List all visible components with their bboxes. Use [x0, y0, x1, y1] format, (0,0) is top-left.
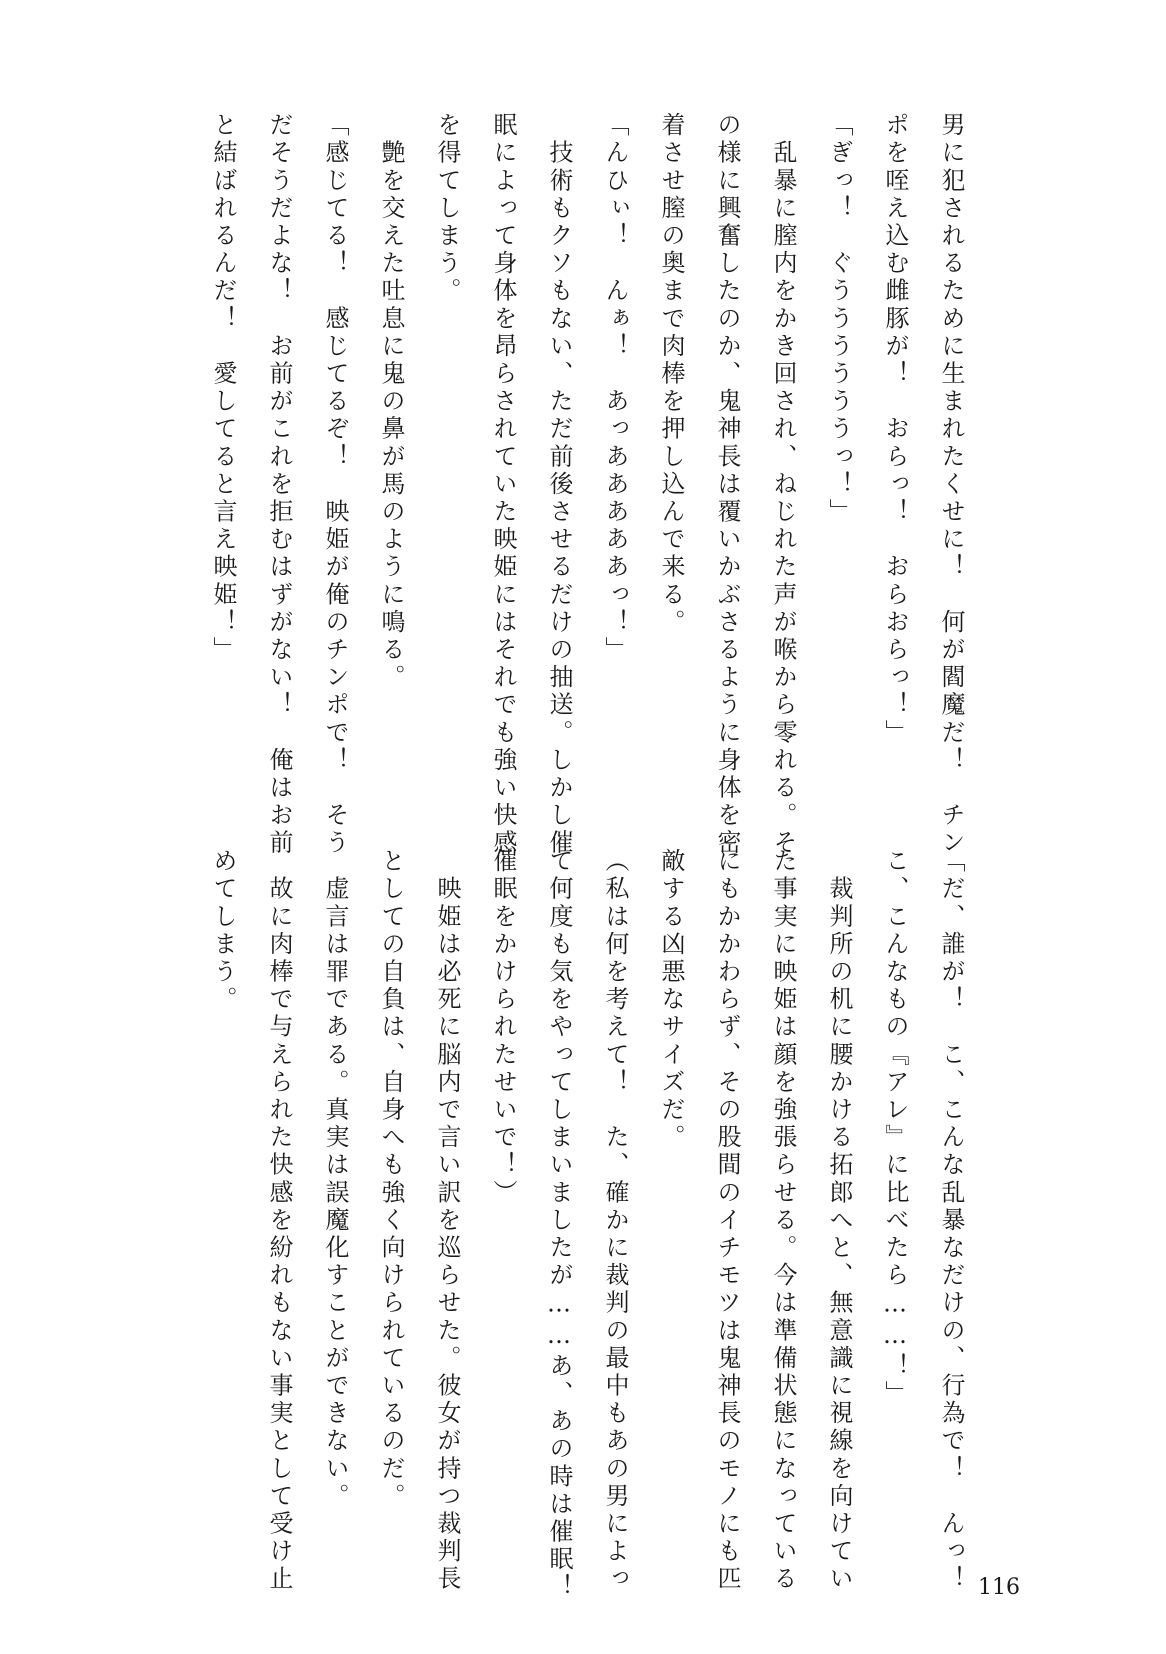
- text-column: 催眠をかけられたせいで！）: [489, 848, 517, 1207]
- text-column: こ、こんなもの『アレ』に比べたら……！」: [881, 848, 909, 1408]
- text-column: 艶を交えた吐息に鬼の鼻が馬のように鳴る。: [377, 112, 405, 692]
- text-column: て何度も気をやってしまいましたが……あ、あの時は催眠！: [545, 848, 573, 1602]
- text-column: 「感じてる！ 感じてるぞ！ 映姫が俺のチンポで！ そう: [321, 112, 349, 858]
- text-column: （私は何を考えて！ た、確かに裁判の最中もあの男によっ: [601, 848, 629, 1594]
- page-number: 116: [978, 1575, 1020, 1600]
- text-column: だそうだよな！ お前がこれを拒むはずがない！ 俺はお前: [265, 112, 293, 858]
- text-column: 「んひぃ！ んぁ！ あっあああああっ！」: [601, 112, 629, 664]
- text-column: を得てしまう。: [433, 112, 461, 306]
- text-column: 乱暴に膣内をかき回され、ねじれた声が喉から零れる。そ: [769, 112, 797, 858]
- text-column: と結ばれるんだ！ 愛してると言え映姫！」: [209, 112, 237, 664]
- text-column: 男に犯されるために生まれたくせに！ 何が閻魔だ！ チン: [937, 112, 965, 858]
- text-column: 「だ、誰が！ こ、こんな乱暴なだけの、行為で！ んっ！: [937, 848, 965, 1594]
- text-column: 技術もクソもない、ただ前後させるだけの抽送。しかし催: [545, 112, 573, 858]
- text-column: 故に肉棒で与えられた快感を紛れもない事実として受け止: [265, 848, 293, 1594]
- text-column: 「ぎっ！ ぐううううううっ！」: [825, 112, 853, 526]
- text-column: 眠によって身体を昂らされていた映姫にはそれでも強い快感: [489, 112, 517, 858]
- text-column: の様に興奮したのか、鬼神長は覆いかぶさるように身体を密: [713, 112, 741, 858]
- text-column: 裁判所の机に腰かける拓郎へと、無意識に視線を向けてい: [825, 848, 853, 1594]
- text-column: た事実に映姫は顔を強張らせる。今は準備状態になっている: [769, 848, 797, 1594]
- text-column: としての自負は、自身へも強く向けられているのだ。: [377, 848, 405, 1511]
- text-column: 虚言は罪である。真実は誤魔化すことができない。: [321, 848, 349, 1511]
- text-column: 映姫は必死に脳内で言い訳を巡らせた。彼女が持つ裁判長: [433, 848, 461, 1594]
- text-column: にもかかわらず、その股間のイチモツは鬼神長のモノにも匹: [713, 848, 741, 1594]
- text-column: ポを咥え込む雌豚が！ おらっ！ おらおらっ！」: [881, 112, 909, 747]
- text-column: 敵する凶悪なサイズだ。: [657, 848, 685, 1152]
- text-column: 着させ膣の奥まで肉棒を押し込んで来る。: [657, 112, 685, 637]
- text-column: めてしまう。: [209, 848, 237, 1014]
